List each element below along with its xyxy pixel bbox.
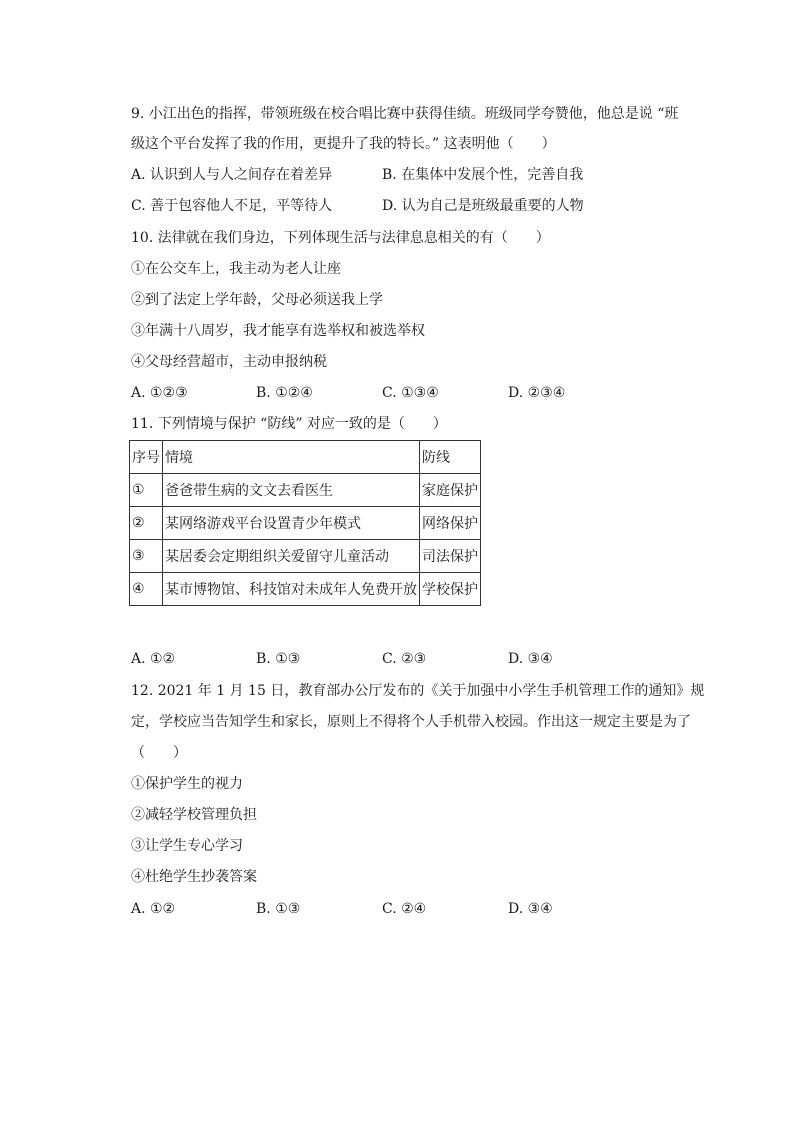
q12-item-4: ④杜绝学生抄袭答案 — [131, 869, 257, 885]
q12-option-a: A. ①② — [131, 901, 176, 917]
q12-stem-line1: 12. 2021 年 1 月 15 日，教育部办公厅发布的《关于加强中小学生手机管理工作的通知》规 — [131, 683, 705, 699]
q9-option-d: D. 认为自己是班级最重要的人物 — [382, 198, 584, 214]
q9-option-b: B. 在集体中发展个性，完善自我 — [382, 167, 584, 183]
q9-options-row1 — [131, 165, 731, 185]
table-cell: 学校保护 — [420, 573, 481, 606]
q9-stem-line1: 9. 小江出色的指挥，带领班级在校合唱比赛中获得佳绩。班级同学夸赞他，他总是说 “班 — [131, 106, 679, 122]
table-cell: 家庭保护 — [420, 474, 481, 507]
q12-option-b: B. ①③ — [256, 901, 301, 917]
table-cell: 某市博物馆、科技馆对未成年人免费开放 — [163, 573, 420, 606]
q12-stem-line2: 定，学校应当告知学生和家长，原则上不得将个人手机带入校园。作出这一规定主要是为了 — [131, 714, 691, 730]
q10-option-a: A. ①②③ — [131, 385, 188, 401]
table-header-cell: 防线 — [420, 441, 481, 474]
table-cell: ② — [130, 507, 163, 540]
table-cell: 司法保护 — [420, 540, 481, 573]
q10-stem: 10. 法律就在我们身边，下列体现生活与法律息息相关的有（ ） — [131, 230, 550, 246]
q11-option-d: D. ③④ — [508, 651, 553, 667]
q12-options — [131, 899, 731, 919]
table-cell: 某居委会定期组织关爱留守儿童活动 — [163, 540, 420, 573]
q11-table — [129, 440, 481, 606]
table-cell: ① — [130, 474, 163, 507]
q10-options — [131, 383, 731, 403]
q10-item-1: ①在公交车上，我主动为老人让座 — [131, 261, 341, 277]
table-cell: 某网络游戏平台设置青少年模式 — [163, 507, 420, 540]
q10-item-2: ②到了法定上学年龄，父母必须送我上学 — [131, 292, 383, 308]
q11-option-c: C. ②③ — [382, 651, 427, 667]
table-header-row — [130, 441, 481, 474]
table-row — [130, 573, 481, 606]
q11-stem: 11. 下列情境与保护 “防线” 对应一致的是（ ） — [131, 416, 447, 432]
q10-option-b: B. ①②④ — [256, 385, 313, 401]
q10-option-d: D. ②③④ — [508, 385, 566, 401]
q12-option-c: C. ②④ — [382, 901, 427, 917]
q9-stem-line2: 级这个平台发挥了我的作用，更提升了我的特长。” 这表明他（ ） — [131, 136, 556, 152]
q12-option-d: D. ③④ — [508, 901, 553, 917]
table-header-cell: 情境 — [163, 441, 420, 474]
table-header-cell: 序号 — [130, 441, 163, 474]
table-row — [130, 474, 481, 507]
table-row — [130, 540, 481, 573]
table-cell: ③ — [130, 540, 163, 573]
table-cell: ④ — [130, 573, 163, 606]
q9-option-a: A. 认识到人与人之间存在着差异 — [131, 167, 333, 183]
q9-options-row2 — [131, 196, 731, 216]
q12-item-3: ③让学生专心学习 — [131, 838, 243, 854]
q9-option-c: C. 善于包容他人不足，平等待人 — [131, 198, 333, 214]
q12-stem-line3: （ ） — [131, 745, 187, 761]
q11-option-a: A. ①② — [131, 651, 176, 667]
q11-option-b: B. ①③ — [256, 651, 301, 667]
q12-item-1: ①保护学生的视力 — [131, 776, 243, 792]
table-cell: 网络保护 — [420, 507, 481, 540]
q11-options — [131, 649, 731, 669]
q12-item-2: ②减轻学校管理负担 — [131, 807, 257, 823]
table-row — [130, 507, 481, 540]
table-cell: 爸爸带生病的文文去看医生 — [163, 474, 420, 507]
q10-option-c: C. ①③④ — [382, 385, 439, 401]
q10-item-3: ③年满十八周岁，我才能享有选举权和被选举权 — [131, 323, 425, 339]
q10-item-4: ④父母经营超市，主动申报纳税 — [131, 354, 327, 370]
